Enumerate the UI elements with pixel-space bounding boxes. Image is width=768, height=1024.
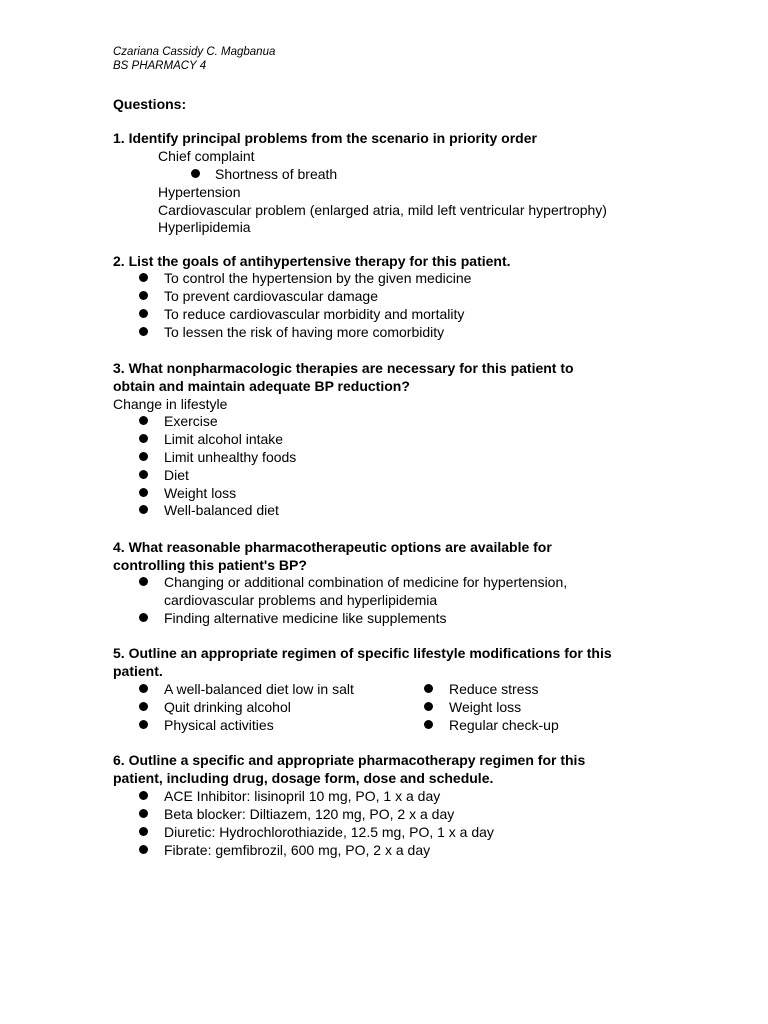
q1-hypertension: Hypertension bbox=[158, 184, 241, 200]
q2-goal: To control the hypertension by the given medicine bbox=[164, 270, 472, 286]
q6-regimen-item: Fibrate: gemfibrozil, 600 mg, PO, 2 x a day bbox=[164, 842, 431, 858]
q3-therapy: Exercise bbox=[164, 413, 218, 429]
q4-option-line1: Changing or additional combination of medicine for hypertension, bbox=[164, 574, 568, 590]
bullet-icon bbox=[139, 488, 148, 497]
question-1-title: 1. Identify principal problems from the scenario in priority order bbox=[113, 130, 537, 146]
bullet-icon bbox=[139, 827, 148, 836]
q1-hyperlipidemia: Hyperlipidemia bbox=[158, 219, 251, 235]
bullet-icon bbox=[139, 309, 148, 318]
bullet-icon bbox=[139, 845, 148, 854]
question-3-title-line2: obtain and maintain adequate BP reduction? bbox=[113, 378, 410, 394]
question-2-title: 2. List the goals of antihypertensive therapy for this patient. bbox=[113, 253, 511, 269]
bullet-icon bbox=[191, 169, 200, 178]
q3-therapy: Weight loss bbox=[164, 485, 237, 501]
q3-therapy: Limit alcohol intake bbox=[164, 431, 284, 447]
question-6-title-line2: patient, including drug, dosage form, dose and schedule. bbox=[113, 770, 494, 786]
bullet-icon bbox=[139, 470, 148, 479]
q6-regimen-item: Beta blocker: Diltiazem, 120 mg, PO, 2 x a day bbox=[164, 806, 455, 822]
question-5-title-line2: patient. bbox=[113, 663, 163, 679]
q5-left-item: Physical activities bbox=[164, 717, 274, 733]
bullet-icon bbox=[139, 791, 148, 800]
q5-right-item: Reduce stress bbox=[449, 681, 539, 697]
q3-therapy: Limit unhealthy foods bbox=[164, 449, 297, 465]
bullet-icon bbox=[139, 684, 148, 693]
bullet-icon bbox=[139, 273, 148, 282]
q4-option-line2: cardiovascular problems and hyperlipidemia bbox=[164, 592, 438, 608]
bullet-icon bbox=[139, 809, 148, 818]
q1-chief-complaint: Chief complaint bbox=[158, 148, 255, 164]
q5-left-item: Quit drinking alcohol bbox=[164, 699, 291, 715]
bullet-icon bbox=[139, 613, 148, 622]
bullet-icon bbox=[139, 434, 148, 443]
question-5-title-line1: 5. Outline an appropriate regimen of specific lifestyle modifications for this bbox=[113, 645, 612, 661]
bullet-icon bbox=[424, 684, 433, 693]
bullet-icon bbox=[139, 505, 148, 514]
q6-regimen-item: ACE Inhibitor: lisinopril 10 mg, PO, 1 x a day bbox=[164, 788, 441, 804]
bullet-icon bbox=[139, 702, 148, 711]
q2-goal: To lessen the risk of having more comorbidity bbox=[164, 324, 445, 340]
q5-right-item: Weight loss bbox=[449, 699, 522, 715]
author-name: Czariana Cassidy C. Magbanua bbox=[113, 46, 276, 58]
q1-shortness-of-breath: Shortness of breath bbox=[215, 166, 338, 182]
bullet-icon bbox=[424, 720, 433, 729]
questions-title: Questions: bbox=[113, 96, 187, 112]
q2-goal: To reduce cardiovascular morbidity and mortality bbox=[164, 306, 465, 322]
q2-goal: To prevent cardiovascular damage bbox=[164, 288, 379, 304]
q4-option: Finding alternative medicine like supplements bbox=[164, 610, 447, 626]
q3-therapy: Well-balanced diet bbox=[164, 502, 279, 518]
bullet-icon bbox=[139, 327, 148, 336]
q3-intro: Change in lifestyle bbox=[113, 396, 228, 412]
question-6-title-line1: 6. Outline a specific and appropriate pharmacotherapy regimen for this bbox=[113, 752, 586, 768]
bullet-icon bbox=[139, 577, 148, 586]
question-3-title-line1: 3. What nonpharmacologic therapies are necessary for this patient to bbox=[113, 360, 574, 376]
q6-regimen-item: Diuretic: Hydrochlorothiazide, 12.5 mg, PO, 1 x a day bbox=[164, 824, 494, 840]
bullet-icon bbox=[139, 452, 148, 461]
question-4-title-line2: controlling this patient's BP? bbox=[113, 557, 307, 573]
bullet-icon bbox=[139, 291, 148, 300]
question-4-title-line1: 4. What reasonable pharmacotherapeutic options are available for bbox=[113, 539, 552, 555]
bullet-icon bbox=[139, 720, 148, 729]
q1-cardiovascular-problem: Cardiovascular problem (enlarged atria, mild left ventricular hypertrophy) bbox=[158, 202, 607, 218]
q5-left-item: A well-balanced diet low in salt bbox=[164, 681, 354, 697]
author-program: BS PHARMACY 4 bbox=[113, 60, 207, 72]
bullet-icon bbox=[139, 416, 148, 425]
bullet-icon bbox=[424, 702, 433, 711]
q3-therapy: Diet bbox=[164, 467, 189, 483]
q5-right-item: Regular check-up bbox=[449, 717, 559, 733]
